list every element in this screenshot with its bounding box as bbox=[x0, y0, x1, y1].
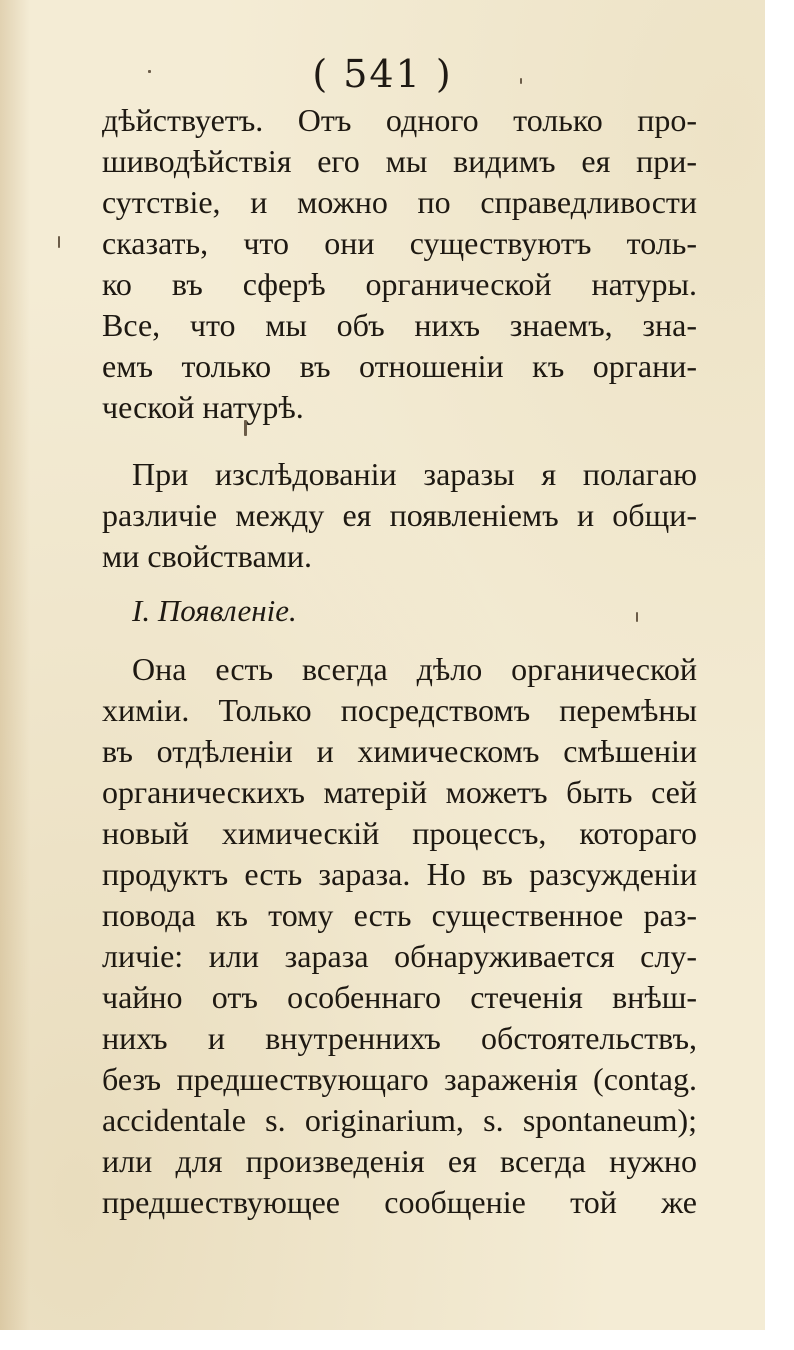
page-edge-shadow bbox=[0, 0, 30, 1330]
print-speck bbox=[58, 236, 60, 248]
paragraph-2 bbox=[102, 454, 697, 577]
paragraph-1 bbox=[102, 100, 697, 428]
text-line: безъ предшествующаго зараженія (contag. bbox=[102, 1061, 697, 1097]
text-line: Она есть всегда дѣло органической bbox=[132, 651, 697, 687]
text-line: нихъ и внутреннихъ обстоятельствъ, bbox=[102, 1020, 697, 1056]
text-line: чайно отъ особеннаго стеченія внѣш- bbox=[102, 979, 697, 1015]
paragraph-3 bbox=[102, 649, 697, 1223]
text-line: предшествующее сообщеніе той же bbox=[102, 1184, 697, 1220]
page-text bbox=[102, 100, 697, 1223]
section-heading: I. Появленіе. bbox=[132, 593, 297, 628]
text-line: различіе между ея появленіемъ и общи- bbox=[102, 497, 697, 533]
text-line: или для произведенія ея всегда нужно bbox=[102, 1143, 697, 1179]
text-line: повода къ тому есть существенное раз- bbox=[102, 897, 697, 933]
text-line: органическихъ матерій можетъ быть сей bbox=[102, 774, 697, 810]
text-line: новый химическій процессъ, котораго bbox=[102, 815, 697, 851]
text-line: дѣйствуетъ. Отъ одного только про- bbox=[102, 102, 697, 138]
paragraph-gap bbox=[102, 428, 697, 454]
text-line: продуктъ есть зараза. Но въ разсужденіи bbox=[102, 856, 697, 892]
text-line: ческой натурѣ. bbox=[102, 389, 304, 425]
text-line: При изслѣдованіи заразы я полагаю bbox=[132, 456, 697, 492]
text-line: въ отдѣленіи и химическомъ смѣшеніи bbox=[102, 733, 697, 769]
text-line: шиводѣйствія его мы видимъ ея при- bbox=[102, 143, 697, 179]
page-number: ( 541 ) bbox=[312, 52, 453, 96]
text-line: емъ только въ отношеніи къ органи- bbox=[102, 348, 697, 384]
text-line: ми свойствами. bbox=[102, 538, 313, 574]
text-line: сутствіе, и можно по справедливости bbox=[102, 184, 697, 220]
text-line: химіи. Только посредствомъ перемѣны bbox=[102, 692, 697, 728]
text-line: ко въ сферѣ органической натуры. bbox=[102, 266, 697, 302]
text-line: accidentale s. originarium, s. spontaneum); bbox=[102, 1102, 697, 1138]
paragraph-gap bbox=[102, 577, 697, 589]
text-line: личіе: или зараза обнаруживается слу- bbox=[102, 938, 697, 974]
text-line: Все, что мы объ нихъ знаемъ, зна- bbox=[102, 307, 697, 343]
text-line: сказать, что они существуютъ толь- bbox=[102, 225, 697, 261]
paragraph-gap bbox=[102, 633, 697, 649]
